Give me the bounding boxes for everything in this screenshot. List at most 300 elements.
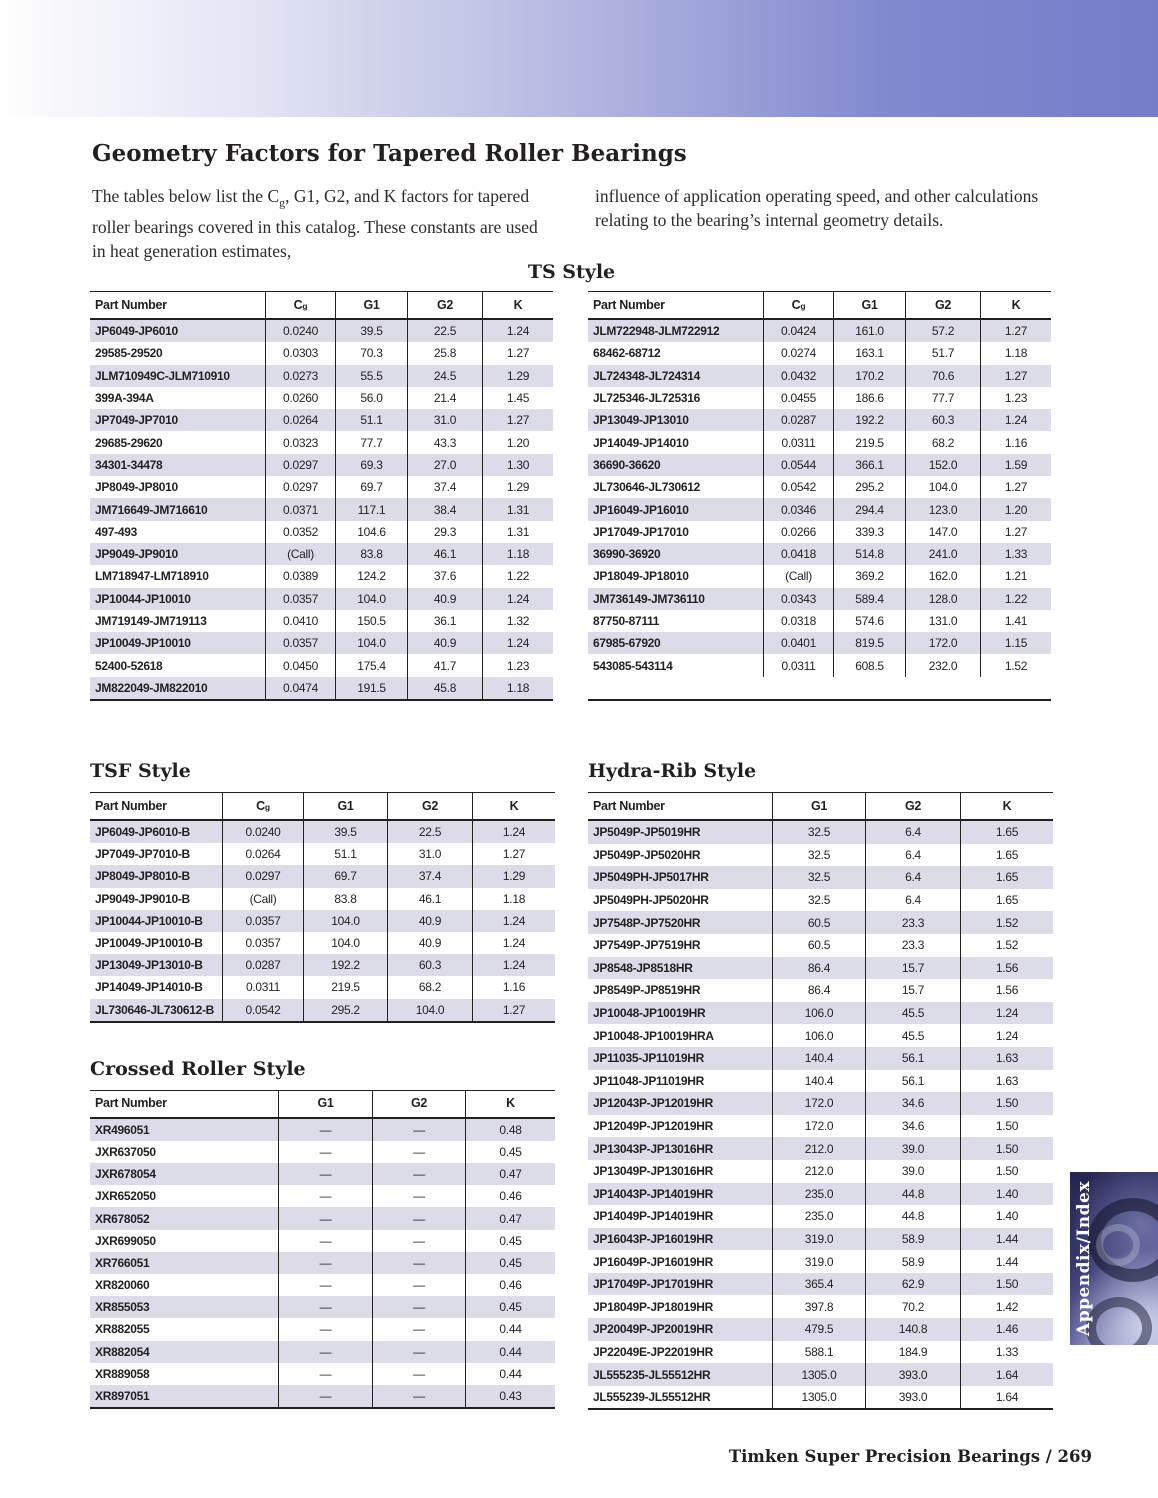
table-cell: 0.0450 <box>265 654 335 676</box>
table-cell: JP7049-JP7010 <box>95 413 178 428</box>
table-cell: JL724348-JL724314 <box>593 368 700 383</box>
table-row <box>588 1047 1053 1070</box>
table-cell: 1.40 <box>960 1183 1053 1206</box>
table-cell: 1.52 <box>980 654 1051 676</box>
table-cell: 1.18 <box>472 888 555 910</box>
table-cell: JP20049P-JP20019HR <box>593 1322 714 1337</box>
table-body <box>90 821 555 1021</box>
table-cell: 1.40 <box>960 1205 1053 1228</box>
table-cell: JP10048-JP10019HRA <box>593 1028 714 1043</box>
table-cell: 0.47 <box>465 1163 555 1185</box>
table-cell: JP16049P-JP16019HR <box>593 1254 714 1269</box>
table-cell: 170.2 <box>833 365 905 387</box>
table-cell: 36990-36920 <box>593 547 661 562</box>
table-cell: 0.0455 <box>763 387 833 409</box>
table-cell: JP9049-JP9010-B <box>95 891 190 906</box>
table-cell: 172.0 <box>772 1115 865 1138</box>
table-cell: 0.0264 <box>222 843 303 865</box>
table-row <box>588 1092 1053 1115</box>
table-cell: JP7548P-JP7520HR <box>593 915 701 930</box>
table-cell: 83.8 <box>335 543 407 565</box>
table-cell: 399A-394A <box>95 391 154 406</box>
table-cell: — <box>278 1274 372 1296</box>
table-cell: 45.8 <box>407 677 482 699</box>
table-cell: 0.0287 <box>222 954 303 976</box>
table-cell: 1.30 <box>482 454 553 476</box>
page-footer: Timken Super Precision Bearings / 269 <box>728 1447 1092 1466</box>
table-row <box>588 588 1051 610</box>
table-cell: 6.4 <box>865 889 960 912</box>
table-cell: 1.24 <box>960 1002 1053 1025</box>
table-cell: 479.5 <box>772 1318 865 1341</box>
table-row <box>588 979 1053 1002</box>
intro-right-column: influence of application operating speed, and other calculations relating to the bearing’s internal geometry details. <box>595 186 1039 230</box>
table-cell: 543085-543114 <box>593 658 673 673</box>
table-cell: 58.9 <box>865 1250 960 1273</box>
table-cell: JP17049P-JP17019HR <box>593 1277 714 1292</box>
table-cell: 40.9 <box>387 910 472 932</box>
table-cell: 1.31 <box>482 521 553 543</box>
table-cell: 1.50 <box>960 1115 1053 1138</box>
table-body <box>588 320 1051 677</box>
table-cell: 0.46 <box>465 1185 555 1207</box>
ts-style-tables <box>90 291 1051 701</box>
table-cell: 87750-87111 <box>593 614 660 628</box>
table-cell: 46.1 <box>387 888 472 910</box>
table-cell: 24.5 <box>407 365 482 387</box>
table-cell: 588.1 <box>772 1341 865 1364</box>
table-cell: 1.42 <box>960 1295 1053 1318</box>
table-body <box>90 320 553 699</box>
table-row <box>90 910 555 932</box>
table-cell: 1.16 <box>472 976 555 998</box>
table-row <box>90 320 553 342</box>
table-row <box>90 454 553 476</box>
table-cell: 22.5 <box>407 320 482 342</box>
table-cell: 1.59 <box>980 454 1051 476</box>
column-header: K <box>465 1091 555 1117</box>
table-cell: 77.7 <box>905 387 980 409</box>
table-cell: 34.6 <box>865 1115 960 1138</box>
table-cell: JP8549P-JP8519HR <box>593 983 701 998</box>
column-header: Part Number <box>593 297 665 312</box>
table-cell: JXR699050 <box>95 1233 156 1248</box>
table-cell: 1.27 <box>482 409 553 431</box>
table-cell: XR496051 <box>95 1122 150 1137</box>
appendix-index-tab <box>1070 1172 1158 1345</box>
table-cell: 369.2 <box>833 565 905 587</box>
table-cell: 62.9 <box>865 1273 960 1296</box>
table-cell: 1.20 <box>482 431 553 453</box>
table-cell: 1.33 <box>960 1341 1053 1364</box>
table-cell: 51.7 <box>905 342 980 364</box>
table-cell: — <box>372 1185 465 1207</box>
table-cell: JP5049PH-JP5020HR <box>593 893 709 908</box>
column-header: Part Number <box>95 798 167 813</box>
table-cell: XR882055 <box>95 1322 150 1337</box>
table-row <box>588 521 1051 543</box>
table-row <box>588 654 1051 676</box>
table-cell: — <box>278 1363 372 1385</box>
table-cell: 0.0474 <box>265 677 335 699</box>
table-cell: 39.5 <box>335 320 407 342</box>
table-row <box>588 1205 1053 1228</box>
table-cell: 43.3 <box>407 431 482 453</box>
table-cell: 1.29 <box>482 365 553 387</box>
table-cell: 1.21 <box>980 565 1051 587</box>
table-cell: 1.52 <box>960 934 1053 957</box>
column-header: G1 <box>335 292 407 318</box>
table-cell: 0.45 <box>465 1230 555 1252</box>
table-cell: 0.44 <box>465 1363 555 1385</box>
table-body <box>90 1119 555 1407</box>
table-cell: 1.41 <box>980 610 1051 632</box>
table-cell: 37.4 <box>387 865 472 887</box>
table-cell: 29585-29520 <box>95 346 163 361</box>
table-row <box>588 454 1051 476</box>
table-cell: 397.8 <box>772 1295 865 1318</box>
table-row <box>90 1119 555 1141</box>
table-cell: JP12043P-JP12019HR <box>593 1096 714 1111</box>
table-cell: 0.0346 <box>763 498 833 520</box>
table-cell: 70.3 <box>335 342 407 364</box>
table-cell: XR882054 <box>95 1344 150 1359</box>
table-cell: 1.22 <box>482 565 553 587</box>
table-cell: 77.7 <box>335 431 407 453</box>
table-cell: — <box>372 1296 465 1318</box>
table-cell: 1.64 <box>960 1363 1053 1386</box>
table-cell: JM719149-JM719113 <box>95 614 207 628</box>
table-cell: 6.4 <box>865 866 960 889</box>
table-cell: 1.65 <box>960 821 1053 844</box>
table-cell: XR855053 <box>95 1300 150 1315</box>
table-cell: JP13049-JP13010 <box>593 413 689 428</box>
table-cell: 38.4 <box>407 498 482 520</box>
table-row <box>588 365 1051 387</box>
table-cell: 0.0389 <box>265 565 335 587</box>
table-cell: 56.0 <box>335 387 407 409</box>
table-cell: JP14049P-JP14019HR <box>593 1209 714 1224</box>
table-cell: JP8049-JP8010 <box>95 480 178 495</box>
table-cell: — <box>372 1230 465 1252</box>
table-cell: 0.0432 <box>763 365 833 387</box>
table-cell: 106.0 <box>772 1002 865 1025</box>
table-cell: JP10048-JP10019HR <box>593 1006 706 1021</box>
table-cell: 1.20 <box>980 498 1051 520</box>
table-cell: 46.1 <box>407 543 482 565</box>
column-header: Part Number <box>95 297 167 312</box>
table-cell: 184.9 <box>865 1341 960 1364</box>
table-cell: 69.7 <box>303 865 387 887</box>
column-header: Part Number <box>95 1096 167 1111</box>
column-header: G2 <box>407 292 482 318</box>
table-row <box>588 565 1051 587</box>
table-row <box>588 866 1053 889</box>
table-cell: 140.8 <box>865 1318 960 1341</box>
table-row <box>90 654 553 676</box>
table-cell: 36690-36620 <box>593 457 661 472</box>
table-cell: 51.1 <box>303 843 387 865</box>
hydra-rib-table <box>588 792 1053 1410</box>
table-cell: 574.6 <box>833 610 905 632</box>
table-cell: 186.6 <box>833 387 905 409</box>
table-cell: 192.2 <box>833 409 905 431</box>
table-cell: 1.23 <box>482 654 553 676</box>
table-cell: 1.24 <box>482 588 553 610</box>
column-header: K <box>960 793 1053 819</box>
table-cell: 29685-29620 <box>95 435 163 450</box>
table-cell: 0.0260 <box>265 387 335 409</box>
table-cell: 1.18 <box>980 342 1051 364</box>
table-cell: 241.0 <box>905 543 980 565</box>
table-cell: — <box>372 1318 465 1340</box>
table-cell: 295.2 <box>303 999 387 1021</box>
table-cell: 0.0318 <box>763 610 833 632</box>
column-header: G2 <box>372 1091 465 1117</box>
table-cell: 44.8 <box>865 1205 960 1228</box>
table-cell: 219.5 <box>833 431 905 453</box>
table-cell: XR678052 <box>95 1211 150 1226</box>
table-cell: 22.5 <box>387 821 472 843</box>
table-cell: JP14049-JP14010 <box>593 435 689 450</box>
table-row <box>90 1230 555 1252</box>
table-cell: 212.0 <box>772 1160 865 1183</box>
table-cell: 69.7 <box>335 476 407 498</box>
table-cell: 0.0352 <box>265 521 335 543</box>
table-cell: — <box>278 1385 372 1407</box>
column-header: G2 <box>865 793 960 819</box>
table-cell: JP14049-JP14010-B <box>95 980 203 995</box>
table-cell: JP13049P-JP13016HR <box>593 1164 714 1179</box>
table-cell: 393.0 <box>865 1386 960 1409</box>
table-cell: JP10049-JP10010-B <box>95 936 203 951</box>
table-cell: 1.50 <box>960 1137 1053 1160</box>
table-row <box>588 1250 1053 1273</box>
table-row <box>90 821 555 843</box>
table-cell: JP22049E-JP22019HR <box>593 1344 714 1359</box>
table-row <box>90 954 555 976</box>
lower-left-column <box>90 760 555 1410</box>
table-cell: — <box>372 1163 465 1185</box>
table-cell: 1.31 <box>482 498 553 520</box>
table-cell: — <box>372 1363 465 1385</box>
table-cell: 58.9 <box>865 1228 960 1251</box>
table-cell: 1.65 <box>960 866 1053 889</box>
column-header: G1 <box>833 292 905 318</box>
table-row <box>588 431 1051 453</box>
table-cell: 60.3 <box>387 954 472 976</box>
table-cell: 32.5 <box>772 844 865 867</box>
table-row <box>90 1341 555 1363</box>
table-cell: JP7549P-JP7519HR <box>593 938 701 953</box>
table-cell: 0.0357 <box>222 910 303 932</box>
table-cell: 0.0323 <box>265 431 335 453</box>
table-cell: 0.46 <box>465 1274 555 1296</box>
table-cell: (Call) <box>265 543 335 565</box>
table-row <box>588 889 1053 912</box>
bearing-ring-decoration <box>1096 1224 1140 1266</box>
table-cell: 0.45 <box>465 1296 555 1318</box>
table-cell: 1.44 <box>960 1250 1053 1273</box>
ts-style-heading: TS Style <box>527 261 616 283</box>
table-cell: 1.18 <box>482 677 553 699</box>
table-cell: 0.0357 <box>265 632 335 654</box>
table-cell: — <box>278 1296 372 1318</box>
table-cell: 589.4 <box>833 588 905 610</box>
table-cell: — <box>278 1341 372 1363</box>
table-cell: 31.0 <box>387 843 472 865</box>
column-header: G2 <box>905 292 980 318</box>
table-cell: 41.7 <box>407 654 482 676</box>
table-cell: — <box>278 1252 372 1274</box>
table-cell: 1.29 <box>472 865 555 887</box>
table-cell: 608.5 <box>833 654 905 676</box>
table-cell: — <box>278 1163 372 1185</box>
table-cell: 104.0 <box>387 999 472 1021</box>
table-cell: 319.0 <box>772 1250 865 1273</box>
ts-style-table-left <box>90 291 553 701</box>
table-header-row <box>588 793 1053 821</box>
table-cell: JP8049-JP8010-B <box>95 869 190 884</box>
column-header: G1 <box>772 793 865 819</box>
table-row <box>90 1185 555 1207</box>
table-cell: 1.24 <box>482 632 553 654</box>
table-cell: — <box>372 1119 465 1141</box>
column-header: Part Number <box>593 798 665 813</box>
table-cell: 0.45 <box>465 1252 555 1274</box>
column-header: K <box>472 793 555 819</box>
table-row <box>90 1141 555 1163</box>
table-cell: LM718947-LM718910 <box>95 569 209 584</box>
table-cell: 1.56 <box>960 957 1053 980</box>
table-header-row <box>90 793 555 821</box>
table-row <box>90 1163 555 1185</box>
table-cell: — <box>372 1141 465 1163</box>
table-cell: 1.33 <box>980 543 1051 565</box>
table-cell: 0.44 <box>465 1318 555 1340</box>
table-cell: 1.50 <box>960 1273 1053 1296</box>
table-row <box>90 565 553 587</box>
table-cell: JP13043P-JP13016HR <box>593 1141 714 1156</box>
table-row <box>90 632 553 654</box>
column-header: G2 <box>387 793 472 819</box>
table-cell: 514.8 <box>833 543 905 565</box>
table-cell: 235.0 <box>772 1183 865 1206</box>
tsf-style-heading: TSF Style <box>90 760 191 782</box>
table-cell: 40.9 <box>407 632 482 654</box>
table-row <box>588 1002 1053 1025</box>
header-gradient-band <box>0 0 1158 117</box>
table-cell: 366.1 <box>833 454 905 476</box>
table-cell: JP7049-JP7010-B <box>95 847 190 862</box>
table-cell: 117.1 <box>335 498 407 520</box>
table-cell: JM822049-JM822010 <box>95 680 208 695</box>
table-cell: 60.5 <box>772 934 865 957</box>
table-cell: 1.24 <box>472 821 555 843</box>
table-cell: (Call) <box>763 565 833 587</box>
table-cell: 0.48 <box>465 1119 555 1141</box>
table-cell: 104.0 <box>335 588 407 610</box>
table-cell: 0.0542 <box>763 476 833 498</box>
table-cell: JLM710949C-JLM710910 <box>95 368 230 383</box>
table-cell: 39.5 <box>303 821 387 843</box>
table-cell: 40.9 <box>387 932 472 954</box>
table-cell: 1.56 <box>960 979 1053 1002</box>
table-cell: JXR652050 <box>95 1189 156 1204</box>
table-cell: 0.0357 <box>265 588 335 610</box>
table-row <box>588 1115 1053 1138</box>
table-row <box>588 387 1051 409</box>
table-cell: 0.0544 <box>763 454 833 476</box>
table-cell: 1.50 <box>960 1092 1053 1115</box>
table-cell: JL725346-JL725316 <box>593 391 700 406</box>
table-cell: 27.0 <box>407 454 482 476</box>
table-row <box>90 588 553 610</box>
table-cell: (Call) <box>222 888 303 910</box>
table-cell: JP18049P-JP18019HR <box>593 1299 714 1314</box>
table-cell: 0.0401 <box>763 632 833 654</box>
table-row <box>90 543 553 565</box>
table-cell: 1.24 <box>980 409 1051 431</box>
table-cell: 104.6 <box>335 521 407 543</box>
table-cell: 1.64 <box>960 1386 1053 1409</box>
table-cell: 104.0 <box>303 932 387 954</box>
column-header: K <box>482 292 553 318</box>
table-cell: 192.2 <box>303 954 387 976</box>
table-cell: 1.63 <box>960 1070 1053 1093</box>
crossed-roller-heading: Crossed Roller Style <box>90 1057 306 1080</box>
table-cell: 29.3 <box>407 521 482 543</box>
table-cell: 32.5 <box>772 889 865 912</box>
table-cell: 1.24 <box>482 320 553 342</box>
table-cell: 0.0240 <box>222 821 303 843</box>
table-cell: 32.5 <box>772 866 865 889</box>
table-cell: 393.0 <box>865 1363 960 1386</box>
table-cell: 0.0311 <box>222 976 303 998</box>
table-body <box>588 821 1053 1408</box>
table-row <box>588 498 1051 520</box>
table-cell: 1.44 <box>960 1228 1053 1251</box>
table-row <box>90 999 555 1021</box>
table-cell: 52400-52618 <box>95 658 163 673</box>
table-cell: JP10044-JP10010-B <box>95 913 203 928</box>
table-cell: XR889058 <box>95 1366 150 1381</box>
table-cell: JL555239-JL55512HR <box>593 1390 711 1405</box>
table-cell: JP16049-JP16010 <box>593 502 689 517</box>
table-row <box>588 1024 1053 1047</box>
table-cell: 1.29 <box>482 476 553 498</box>
table-cell: 1.22 <box>980 588 1051 610</box>
table-row <box>90 476 553 498</box>
table-row <box>588 957 1053 980</box>
table-cell: 232.0 <box>905 654 980 676</box>
table-cell: 365.4 <box>772 1273 865 1296</box>
table-cell: XR766051 <box>95 1255 150 1270</box>
table-cell: 0.45 <box>465 1141 555 1163</box>
table-row <box>588 821 1053 844</box>
table-cell: — <box>278 1141 372 1163</box>
table-cell: 67985-67920 <box>593 636 661 651</box>
table-cell: 57.2 <box>905 320 980 342</box>
table-cell: — <box>372 1385 465 1407</box>
table-row <box>588 1070 1053 1093</box>
table-row <box>90 342 553 364</box>
table-cell: 235.0 <box>772 1205 865 1228</box>
table-row <box>588 409 1051 431</box>
table-cell: 1.45 <box>482 387 553 409</box>
table-cell: JL730646-JL730612 <box>593 480 700 495</box>
table-row <box>588 543 1051 565</box>
